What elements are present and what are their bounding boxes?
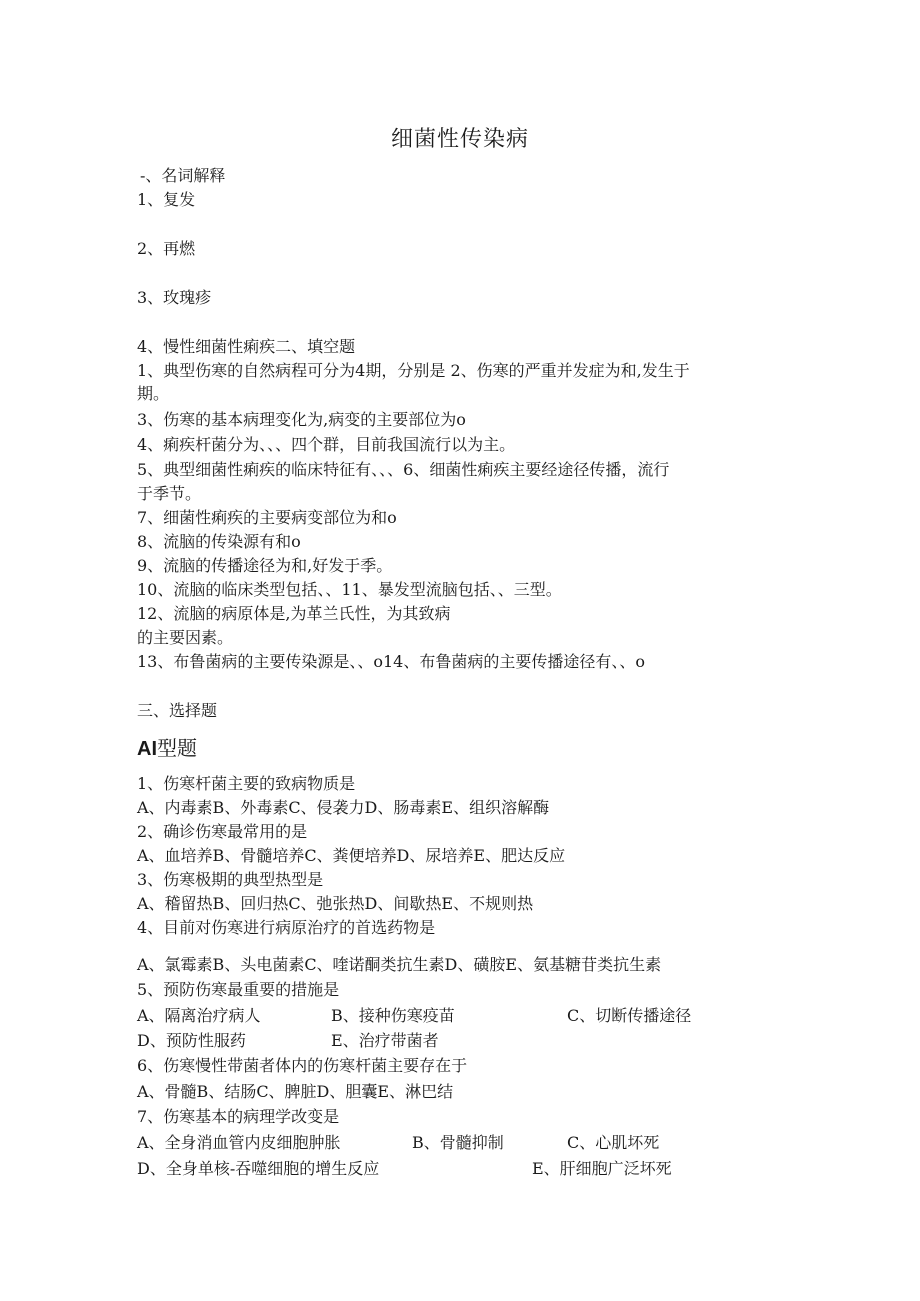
option-b: B、骨髓抑制 — [412, 1133, 504, 1152]
question-options: A、血培养B、骨髓培养C、粪便培养D、尿培养E、肥达反应 — [137, 846, 566, 865]
question-stem: 4、目前对伤寒进行病原治疗的首选药物是 — [137, 918, 436, 937]
fill-blank-line: 1、典型伤寒的自然病程可分为4期，分别是 2、伤寒的严重并发症为和,发生于 — [137, 361, 690, 380]
option-a: A、隔离治疗病人 — [137, 1006, 261, 1025]
question-type-heading — [137, 736, 197, 761]
option-c: C、切断传播途径 — [567, 1006, 692, 1025]
option-c: C、心肌坏死 — [567, 1133, 660, 1152]
fill-blank-line: 10、流脑的临床类型包括、、11、暴发型流脑包括、、三型。 — [137, 580, 562, 599]
question-stem: 6、伤寒慢性带菌者体内的伤寒杆菌主要存在于 — [137, 1056, 468, 1075]
section-heading-choice: 三、选择题 — [137, 701, 218, 720]
question-stem: 3、伤寒极期的典型热型是 — [137, 870, 324, 889]
fill-blank-line: 于季节。 — [137, 484, 202, 503]
option-b: B、接种伤寒疫苗 — [331, 1006, 455, 1025]
option-d: D、预防性服药 — [137, 1031, 246, 1050]
question-stem: 5、预防伤寒最重要的措施是 — [137, 980, 340, 999]
option-e: E、肝细胞广泛坏死 — [532, 1159, 672, 1178]
fill-blank-line: 5、典型细菌性痢疾的临床特征有、、、6、细菌性痢疾主要经途径传播，流行 — [137, 460, 670, 479]
question-stem: 2、确诊伤寒最常用的是 — [137, 822, 308, 841]
question-stem: 7、伤寒基本的病理学改变是 — [137, 1107, 340, 1126]
option-a: A、全身消血管内皮细胞肿胀 — [137, 1133, 341, 1152]
option-e: E、治疗带菌者 — [331, 1031, 439, 1050]
definition-item: 1、复发 — [137, 190, 196, 209]
definition-item: 3、玫瑰疹 — [137, 288, 212, 307]
question-type-code: AI — [137, 738, 157, 760]
question-options: A、氯霉素B、头电菌素C、喹诺酮类抗生素D、磺胺E、氨基糖苷类抗生素 — [137, 955, 662, 974]
section-heading-definitions: -、名词解释 — [140, 166, 226, 185]
definition-item: 2、再燃 — [137, 239, 196, 258]
definition-item: 4、慢性细菌性痢疾二、填空题 — [137, 337, 356, 356]
fill-blank-line: 3、伤寒的基本病理变化为,病变的主要部位为o — [137, 410, 466, 429]
question-options: A、骨髓B、结肠C、脾脏D、胆囊E、淋巴结 — [137, 1082, 454, 1101]
document-title: 细菌性传染病 — [390, 127, 529, 152]
fill-blank-line: 期。 — [137, 384, 170, 403]
fill-blank-line: 8、流脑的传染源有和o — [137, 532, 301, 551]
fill-blank-line: 的主要因素。 — [137, 628, 234, 647]
fill-blank-line: 12、流脑的病原体是,为革兰氏性，为其致病 — [137, 604, 451, 623]
question-stem: 1、伤寒杆菌主要的致病物质是 — [137, 774, 356, 793]
option-d: D、全身单核-吞噬细胞的增生反应 — [137, 1159, 380, 1178]
question-options: A、稽留热B、回归热C、弛张热D、间歇热E、不规则热 — [137, 894, 534, 913]
fill-blank-line: 13、布鲁菌病的主要传染源是、、o14、布鲁菌病的主要传播途径有、、o — [137, 652, 645, 671]
question-options: A、内毒素B、外毒素C、侵袭力D、肠毒素E、组织溶解酶 — [137, 798, 550, 817]
fill-blank-line: 7、细菌性痢疾的主要病变部位为和o — [137, 508, 397, 527]
question-type-label: 型题 — [157, 736, 197, 760]
fill-blank-line: 4、痢疾杆菌分为、、、四个群，目前我国流行以为主。 — [137, 435, 516, 454]
fill-blank-line: 9、流脑的传播途径为和,好发于季。 — [137, 556, 393, 575]
